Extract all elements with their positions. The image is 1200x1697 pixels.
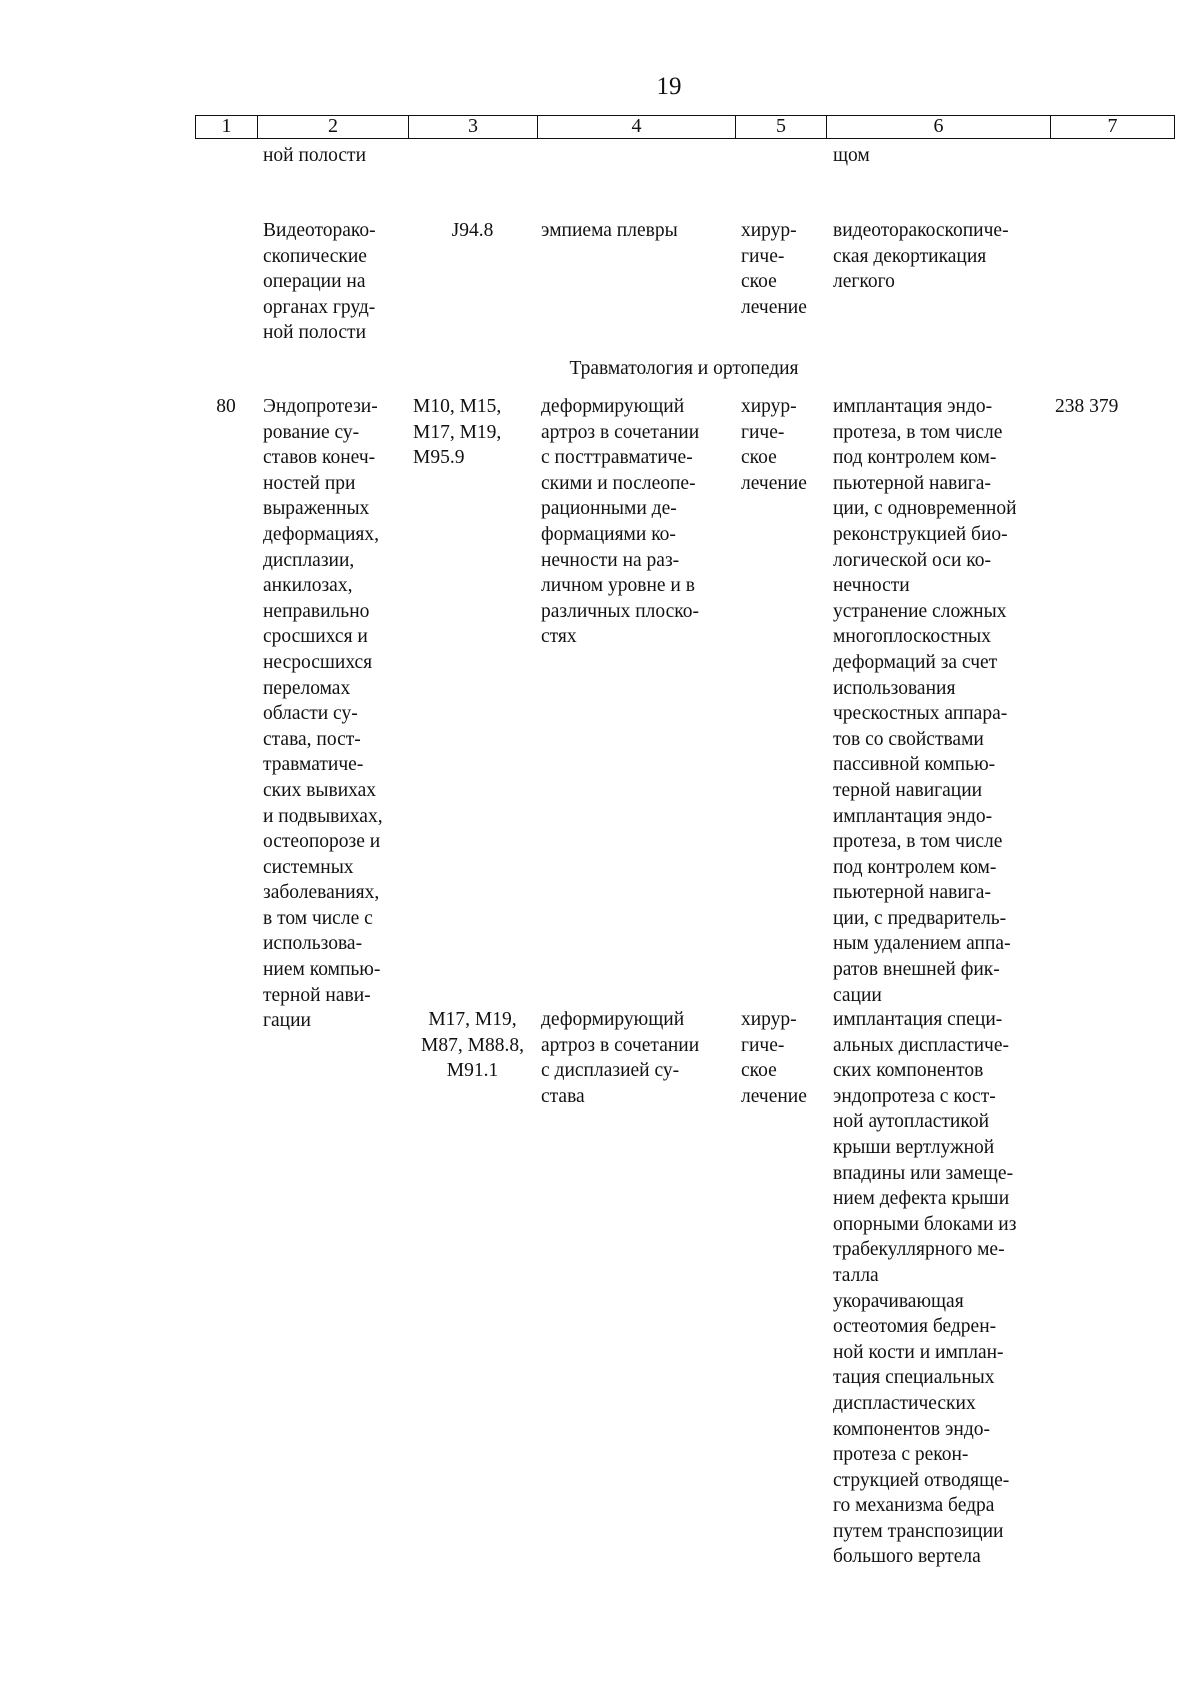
row-80-cell-cost: 238 379 <box>1055 396 1119 417</box>
header-cell-7: 7 <box>1107 115 1118 137</box>
section-title: Травматология и ортопедия <box>569 358 799 379</box>
row-80b-cell-method: имплантация специ- альных диспластиче- ских компонентов эндопротеза с кост- ной аутопластикой крыши вертлужной впадины или замеще- нием дефекта крыши опорными блоками из трабекуллярного ме- талла укорачивающая остеотомия бедрен- ной кости и имплан- тация специальных диспластических компонентов эндо- протеза с рекон- струкцией отводяще- го механизма бедра путем транспозиции большого вертела <box>833 1009 1017 1568</box>
row-80-cell-name: Эндопротези- рование су- ставов конеч- ностей при выраженных деформациях, дисплазии, анкилозах, неправильно сросшихся и несросшихся переломах области су- става, пост- травматиче- ских вывихах и подвывихах, остеопорозе и системных заболеваниях, в том числе с использова- нием компью- терной нави- гации <box>263 396 383 1032</box>
header-cell-5: 5 <box>736 116 827 138</box>
header-cell-1: 1 <box>196 116 258 138</box>
vats-cell-name: Видеоторако- скопические операции на органах груд- ной полости <box>263 220 376 344</box>
continuation-cell-method: щом <box>833 145 870 166</box>
row-80a-cell-diagnosis: деформирующий артроз в сочетании с посттравматиче- скими и послеопе- рационными де- формациями ко- нечности на раз- личном уровне и в различных плоско- стях <box>541 396 700 648</box>
continuation-cell-name: ной полости <box>263 145 367 166</box>
row-80b-cell-treatment: хирур- гиче- ское лечение <box>741 1009 807 1107</box>
table-header-row <box>195 115 1175 139</box>
row-80a-cell-code: M10, M15, M17, M19, M95.9 <box>413 396 502 469</box>
header-cell-6: 6 <box>827 116 1051 138</box>
vats-cell-diagnosis: эмпиема плевры <box>541 220 678 241</box>
vats-cell-method: видеоторакоскопиче- ская декортикация легкого <box>833 220 1009 293</box>
header-cell-4: 4 <box>538 116 736 138</box>
row-80b-cell-code: M17, M19, M87, M88.8, M91.1 <box>421 1009 524 1082</box>
header-cell-3: 3 <box>409 116 538 138</box>
row-80a-cell-method: имплантация эндо- протеза, в том числе под контролем ком- пьютерной навига- ции, с одновременной реконструкцией био- логической оси ко- нечности устранение сложных многоплоскостных деформаций за счет использования чрескостных аппара- тов со свойствами пассивной компью- терной навигации имплантация эндо- протеза, в том числе под контролем ком- пьютерной навига- ции, с предваритель- ным удалением аппа- ратов внешней фик- сации <box>833 396 1017 1006</box>
vats-cell-code: J94.8 <box>451 220 494 241</box>
row-80b-cell-diagnosis: деформирующий артроз в сочетании с дисплазией су- става <box>541 1009 700 1107</box>
vats-cell-treatment: хирур- гиче- ское лечение <box>741 220 807 318</box>
page-number: 19 <box>656 73 682 100</box>
header-cell-2: 2 <box>258 116 409 138</box>
row-80-number: 80 <box>216 396 236 417</box>
row-80a-cell-treatment: хирур- гиче- ское лечение <box>741 396 807 494</box>
